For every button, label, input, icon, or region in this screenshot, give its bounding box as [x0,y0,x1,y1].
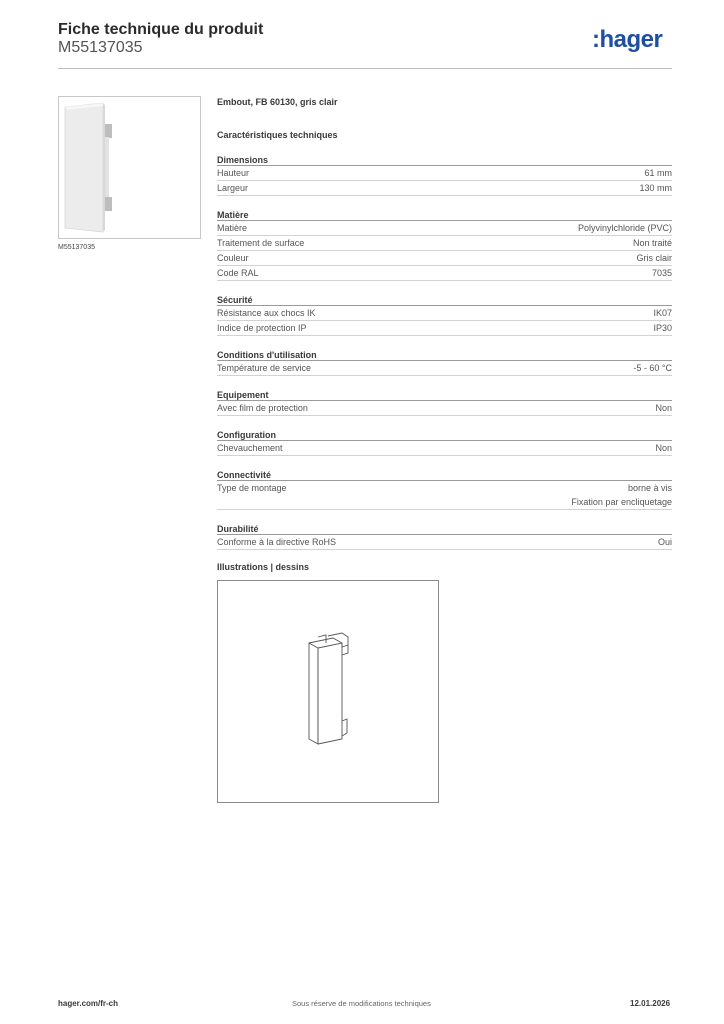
spec-label: Température de service [217,363,312,373]
tech-heading: Caractéristiques techniques [217,130,338,140]
spec-row [217,441,672,456]
spec-section [217,469,672,510]
spec-row [217,401,672,416]
spec-label: Matière [217,223,248,233]
illustration-drawing [218,581,438,802]
spec-section [217,523,672,550]
spec-section [217,349,672,376]
spec-row [217,361,672,376]
spec-row [217,221,672,236]
spec-value-line: 7035 [651,268,672,278]
spec-row [217,251,672,266]
spec-value-line: 61 mm [644,168,672,178]
spec-value [637,251,673,265]
illustration-frame [217,580,439,803]
footer-date: 12.01.2026 [630,999,671,1008]
section-title: Connectivité [217,469,672,481]
spec-value-line: Fixation par encliquetage [571,497,672,507]
spec-value [633,236,672,250]
spec-row [217,306,672,321]
spec-value-line: Non [655,443,672,453]
header-divider [58,68,672,69]
spec-value [633,361,672,375]
spec-section [217,154,672,196]
spec-value [655,441,672,455]
spec-sections [217,154,672,550]
section-title: Configuration [217,429,672,441]
spec-label: Chevauchement [217,443,283,453]
spec-value-line: Polyvinylchloride (PVC) [577,223,672,233]
spec-label: Indice de protection IP [217,323,307,333]
spec-value-line: IP30 [653,323,672,333]
spec-value [644,166,672,180]
spec-row [217,535,672,550]
spec-value-line: Non traité [632,238,672,248]
spec-value-line: Non [655,403,672,413]
spec-label: Couleur [217,253,249,263]
spec-section [217,389,672,416]
spec-value-line: Gris clair [636,253,672,263]
spec-section [217,429,672,456]
footer-website[interactable]: hager.com/fr-ch [58,999,119,1008]
spec-row [217,321,672,336]
spec-value [652,266,672,280]
product-image-caption: M55137035 [58,244,95,251]
spec-content [217,96,672,550]
product-name: Embout, FB 60130, gris clair [217,97,338,107]
section-title: Dimensions [217,154,672,166]
spec-row [217,166,672,181]
spec-label: Hauteur [217,168,250,178]
spec-value [655,401,672,415]
section-title: Durabilité [217,523,672,535]
illustrations-title: Illustrations | dessins [217,562,310,572]
spec-value [653,306,672,320]
spec-value-line: -5 - 60 °C [633,363,672,373]
section-title: Equipement [217,389,672,401]
spec-label: Résistance aux chocs IK [217,308,316,318]
spec-value [571,481,672,509]
spec-value-line: Oui [657,537,672,547]
spec-value-line: borne à vis [627,483,672,493]
spec-value [653,321,672,335]
spec-label: Code RAL [217,268,259,278]
spec-value [658,535,672,549]
spec-section [217,294,672,336]
section-title: Sécurité [217,294,672,306]
spec-row [217,481,672,510]
spec-row [217,236,672,251]
footer-disclaimer: Sous réserve de modifications techniques [292,999,431,1008]
spec-label: Type de montage [217,483,287,493]
page-title: Fiche technique du produit [58,21,264,38]
spec-row [217,181,672,196]
spec-label: Largeur [217,183,249,193]
spec-value-line: 130 mm [639,183,672,193]
spec-value-line: IK07 [653,308,672,318]
spec-value [639,181,672,195]
spec-label: Conforme à la directive RoHS [217,537,337,547]
spec-label: Traitement de surface [217,238,305,248]
product-image-frame [58,96,201,239]
spec-row [217,266,672,281]
spec-value [578,221,672,235]
spec-label: Avec film de protection [217,403,308,413]
product-reference: M55137035 [58,39,143,56]
section-title: Matière [217,209,672,221]
product-image [59,97,200,238]
hager-logo: :hager [592,26,663,53]
spec-section [217,209,672,281]
section-title: Conditions d'utilisation [217,349,672,361]
